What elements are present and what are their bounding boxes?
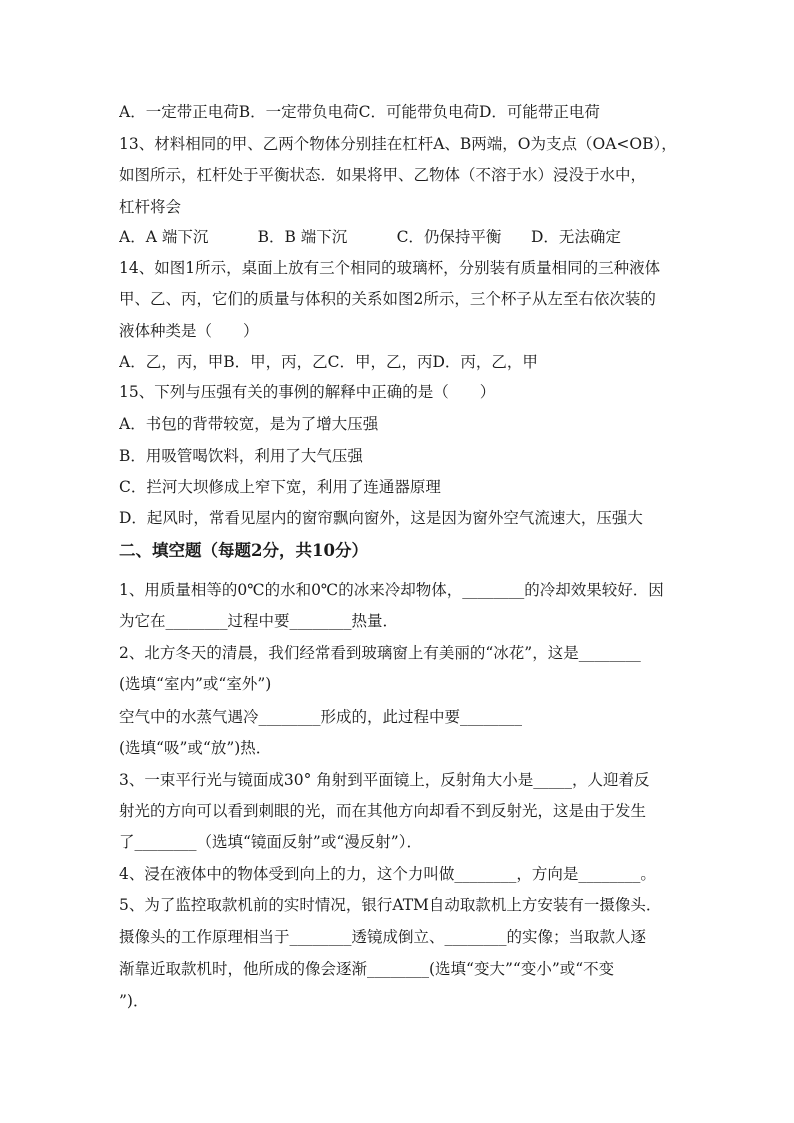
q13-options: A．A 端下沉 B．B 端下沉 C．仍保持平衡 D．无法确定 — [119, 228, 621, 246]
fill-q1-line1: 1、用质量相等的0℃的水和0℃的冰来冷却物体，________的冷却效果较好．因 — [119, 581, 664, 599]
q15-option-a: A．书包的背带较宽，是为了增大压强 — [119, 415, 379, 433]
fill-q5-line1: 5、为了监控取款机前的实时情况，银行ATM自动取款机上方安装有一摄像头． — [119, 896, 662, 914]
fill-q3-line2: 射光的方向可以看到刺眼的光，而在其他方向却看不到反射光，这是由于发生 — [119, 802, 647, 820]
q14-stem-line2: 甲、乙、丙，它们的质量与体积的关系如图2所示，三个杯子从左至右依次装的 — [119, 290, 656, 308]
q14-stem-line3: 液体种类是（ ） — [119, 322, 259, 340]
fill-q3-line1: 3、一束平行光与镜面成30° 角射到平面镜上，反射角大小是_____，人迎着反 — [119, 771, 650, 789]
fill-q4: 4、浸在液体中的物体受到向上的力，这个力叫做________，方向是________。 — [119, 865, 656, 883]
fill-q2-line1: 2、北方冬天的清晨，我们经常看到玻璃窗上有美丽的“冰花”，这是________ — [119, 644, 641, 662]
q15-option-c: C．拦河大坝修成上窄下宽，利用了连通器原理 — [119, 478, 441, 496]
fill-q5-line3: 渐靠近取款机时，他所成的像会逐渐________(选填“变大”“变小”或“不变 — [119, 960, 615, 978]
fill-q1-line2: 为它在________过程中要________热量． — [119, 612, 399, 630]
q15-stem: 15、下列与压强有关的事例的解释中正确的是（ ） — [119, 383, 496, 401]
q15-option-b: B．用吸管喝饮料，利用了大气压强 — [119, 447, 363, 465]
q14-stem-line1: 14、如图1所示，桌面上放有三个相同的玻璃杯，分别装有质量相同的三种液体 — [119, 259, 661, 277]
fill-q2-line4: (选填“吸”或“放”)热． — [119, 739, 272, 757]
fill-q2-line3: 空气中的水蒸气遇冷________形成的，此过程中要________ — [119, 708, 523, 726]
q12-options: A．一定带正电荷B．一定带负电荷C．可能带负电荷D．可能带正电荷 — [119, 103, 600, 121]
fill-q5-line4: ”)． — [119, 992, 149, 1010]
q13-stem-line1: 13、材料相同的甲、乙两个物体分别挂在杠杆A、B两端，O为支点（OA<OB）， — [119, 135, 677, 153]
fill-q5-line2: 摄像头的工作原理相当于________透镜成倒立、________的实像；当取款人逐 — [119, 928, 647, 946]
q14-options: A．乙，丙，甲B．甲，丙，乙C．甲，乙，丙D．丙，乙，甲 — [119, 353, 538, 371]
q13-stem-line3: 杠杆将会 — [119, 198, 182, 216]
section-heading: 二、填空题（每题2分，共10分） — [119, 541, 368, 560]
q13-stem-line2: 如图所示，杠杆处于平衡状态．如果将甲、乙物体（不溶于水）浸没于水中， — [119, 166, 647, 184]
q15-option-d: D．起风时，常看见屋内的窗帘飘向窗外，这是因为窗外空气流速大，压强大 — [119, 509, 643, 527]
fill-q2-line2: (选填“室内”或“室外”) — [119, 675, 272, 693]
fill-q3-line3: 了________（选填“镜面反射”或“漫反射”）． — [119, 833, 422, 851]
